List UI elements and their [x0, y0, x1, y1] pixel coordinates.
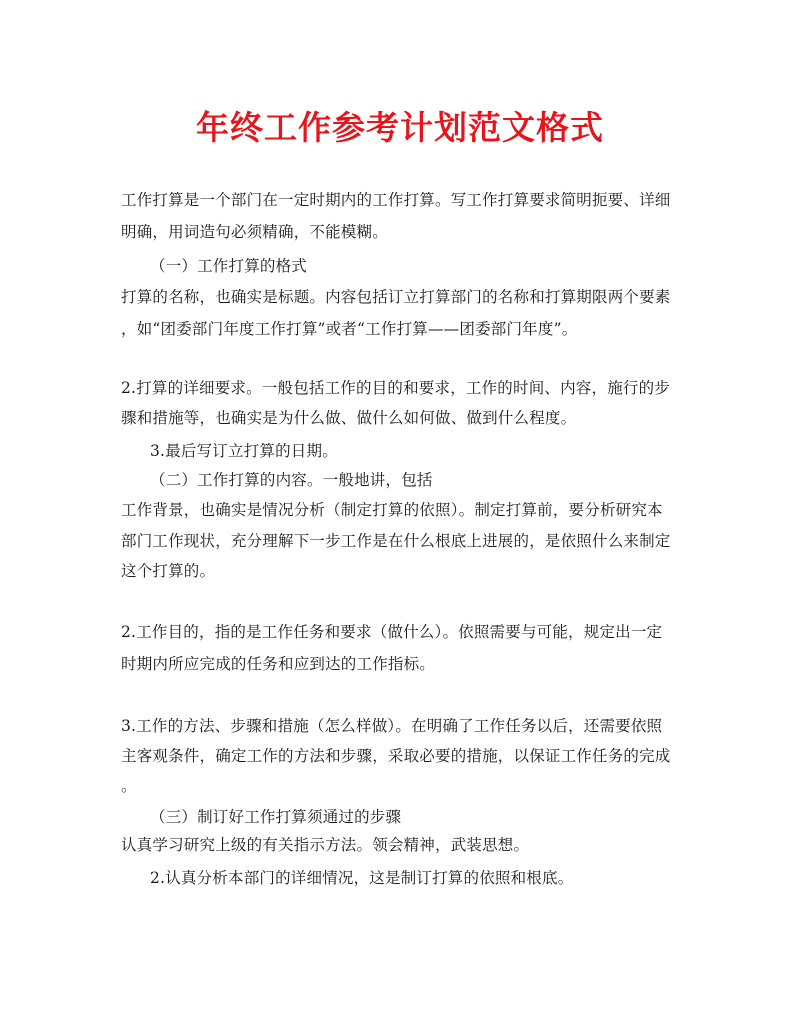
paragraph-line: 2.工作目的，指的是工作任务和要求（做什么）。依照需要与可能，规定出一定 — [121, 623, 663, 641]
paragraph-line: 认真学习研究上级的有关指示方法。领会精神，武装思想。 — [121, 836, 530, 854]
paragraph-line: 明确，用词造句必须精确，不能模糊。 — [121, 223, 388, 241]
paragraph-line: 骤和措施等，也确实是为什么做、做什么如何做、做到什么程度。 — [121, 409, 577, 427]
paragraph-line: 工作打算是一个部门在一定时期内的工作打算。写工作打算要求简明扼要、详细 — [121, 191, 671, 209]
paragraph-line: 打算的名称，也确实是标题。内容包括订立打算部门的名称和打算期限两个要素 — [121, 288, 671, 306]
paragraph-line: 时期内所应完成的任务和应到达的工作指标。 — [121, 655, 436, 673]
section-heading: （一）工作打算的格式 — [150, 257, 308, 275]
paragraph-line: 2.认真分析本部门的详细情况，这是制订打算的依照和根底。 — [150, 869, 574, 887]
paragraph-line: ，如“团委部门年度工作打算”或者“工作打算——团委部门年度”。 — [121, 320, 578, 338]
section-heading: （二）工作打算的内容。一般地讲，包括 — [150, 471, 433, 489]
paragraph-line: 2.打算的详细要求。一般包括工作的目的和要求，工作的时间、内容，施行的步 — [121, 379, 670, 397]
document-title: 年终工作参考计划范文格式 — [196, 108, 604, 147]
paragraph-line: 主客观条件，确定工作的方法和步骤，采取必要的措施，以保证工作任务的完成 — [121, 747, 671, 765]
section-heading: （三）制订好工作打算须通过的步骤 — [150, 808, 402, 826]
paragraph-line: 。 — [121, 777, 137, 795]
paragraph-line: 部门工作现状，充分理解下一步工作是在什么根底上进展的，是依照什么来制定 — [121, 532, 671, 550]
paragraph-line: 3.工作的方法、步骤和措施（怎么样做）。在明确了工作任务以后，还需要依照 — [121, 717, 663, 735]
paragraph-line: 3.最后写订立打算的日期。 — [150, 442, 338, 460]
paragraph-line: 工作背景，也确实是情况分析（制定打算的依照）。制定打算前，要分析研究本 — [121, 501, 663, 519]
paragraph-line: 这个打算的。 — [121, 562, 216, 580]
